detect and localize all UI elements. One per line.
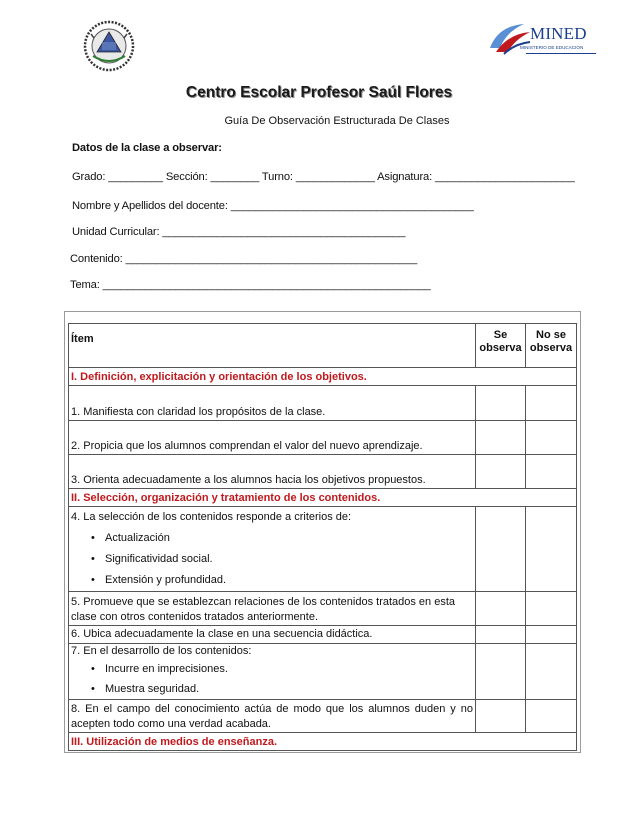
list-item: • Extensión y profundidad. bbox=[91, 570, 473, 591]
mined-logo bbox=[486, 18, 598, 60]
se-observa-cell[interactable] bbox=[476, 507, 526, 592]
teacher-name-line: Nombre y Apellidos del docente: ________________________________________ bbox=[72, 200, 474, 212]
table-row bbox=[69, 592, 577, 626]
mined-logo-text: MINED bbox=[530, 24, 587, 43]
header-se-line1: Se bbox=[493, 329, 508, 341]
table-row bbox=[69, 626, 577, 644]
header-se-observa bbox=[476, 324, 526, 368]
table-row bbox=[69, 700, 577, 733]
development-list bbox=[71, 659, 473, 699]
se-observa-cell[interactable] bbox=[476, 626, 526, 644]
table-header-row bbox=[69, 324, 577, 368]
header-item: Ítem bbox=[69, 324, 476, 368]
se-observa-cell[interactable] bbox=[476, 421, 526, 455]
table-row bbox=[69, 455, 577, 489]
item-text: 1. Manifiesta con claridad los propósitos de la clase. bbox=[69, 386, 476, 421]
class-data-heading: Datos de la clase a observar: bbox=[72, 142, 222, 154]
observation-table bbox=[68, 323, 577, 751]
item-text: 5. Promueve que se establezcan relaciones de los contenidos tratados en esta clase con otros contenidos tratados anteriormente. bbox=[69, 592, 476, 626]
mined-logo-subtext: MINISTERIO DE EDUCACION bbox=[520, 45, 584, 50]
section-row bbox=[69, 368, 577, 386]
list-item: • Muestra seguridad. bbox=[91, 679, 473, 699]
item-text: 7. En el desarrollo de los contenidos: bbox=[71, 645, 252, 657]
item-text: 8. En el campo del conocimiento actúa de modo que los alumnos duden y no acepten todo como una verdad acabada. bbox=[69, 700, 476, 733]
el-salvador-seal-logo bbox=[82, 20, 136, 72]
table-row bbox=[69, 421, 577, 455]
section-title: I. Definición, explicitación y orientación de los objetivos. bbox=[69, 368, 577, 386]
curricular-unit-line: Unidad Curricular: ________________________________________ bbox=[72, 226, 406, 238]
mined-logo-rule bbox=[526, 53, 596, 54]
se-observa-cell[interactable] bbox=[476, 386, 526, 421]
list-item: • Actualización bbox=[91, 528, 473, 549]
no-se-observa-cell[interactable] bbox=[526, 626, 577, 644]
section-row bbox=[69, 733, 577, 751]
section-title: II. Selección, organización y tratamiento de los contenidos. bbox=[69, 489, 577, 507]
se-observa-cell[interactable] bbox=[476, 592, 526, 626]
item-text: 2. Propicia que los alumnos comprendan el valor del nuevo aprendizaje. bbox=[69, 421, 476, 455]
header-se-line2: observa bbox=[479, 342, 522, 354]
item-text: 6. Ubica adecuadamente la clase en una secuencia didáctica. bbox=[69, 626, 476, 644]
no-se-observa-cell[interactable] bbox=[526, 700, 577, 733]
content-line: Contenido: ________________________________________________ bbox=[70, 253, 418, 265]
item-text: 4. La selección de los contenidos responde a criterios de: bbox=[71, 511, 352, 523]
item-text-with-list bbox=[69, 507, 476, 592]
table-row bbox=[69, 507, 577, 592]
document-title: Centro Escolar Profesor Saúl Flores bbox=[185, 84, 453, 101]
se-observa-cell[interactable] bbox=[476, 455, 526, 489]
topic-line: Tema: ______________________________________________________ bbox=[70, 279, 431, 291]
section-title: III. Utilización de medios de enseñanza. bbox=[69, 733, 577, 751]
no-se-observa-cell[interactable] bbox=[526, 421, 577, 455]
se-observa-cell[interactable] bbox=[476, 700, 526, 733]
header-no-line2: observa bbox=[529, 342, 573, 354]
list-item: • Incurre en imprecisiones. bbox=[91, 659, 473, 679]
no-se-observa-cell[interactable] bbox=[526, 644, 577, 700]
no-se-observa-cell[interactable] bbox=[526, 386, 577, 421]
table-row bbox=[69, 386, 577, 421]
table-row bbox=[69, 644, 577, 700]
no-se-observa-cell[interactable] bbox=[526, 507, 577, 592]
se-observa-cell[interactable] bbox=[476, 644, 526, 700]
no-se-observa-cell[interactable] bbox=[526, 455, 577, 489]
grade-section-shift-subject-line: Grado: _________ Sección: ________ Turno: _____________ Asignatura: _______________________ bbox=[72, 171, 575, 183]
document-subtitle: Guía De Observación Estructurada De Clases bbox=[224, 115, 450, 127]
item-text: 3. Orienta adecuadamente a los alumnos hacia los objetivos propuestos. bbox=[69, 455, 476, 489]
header-no-line1: No se bbox=[536, 329, 566, 341]
header-no-se-observa bbox=[526, 324, 577, 368]
item-text-with-list bbox=[69, 644, 476, 700]
no-se-observa-cell[interactable] bbox=[526, 592, 577, 626]
criteria-list bbox=[71, 528, 473, 591]
list-item: • Significatividad social. bbox=[91, 549, 473, 570]
section-row bbox=[69, 489, 577, 507]
